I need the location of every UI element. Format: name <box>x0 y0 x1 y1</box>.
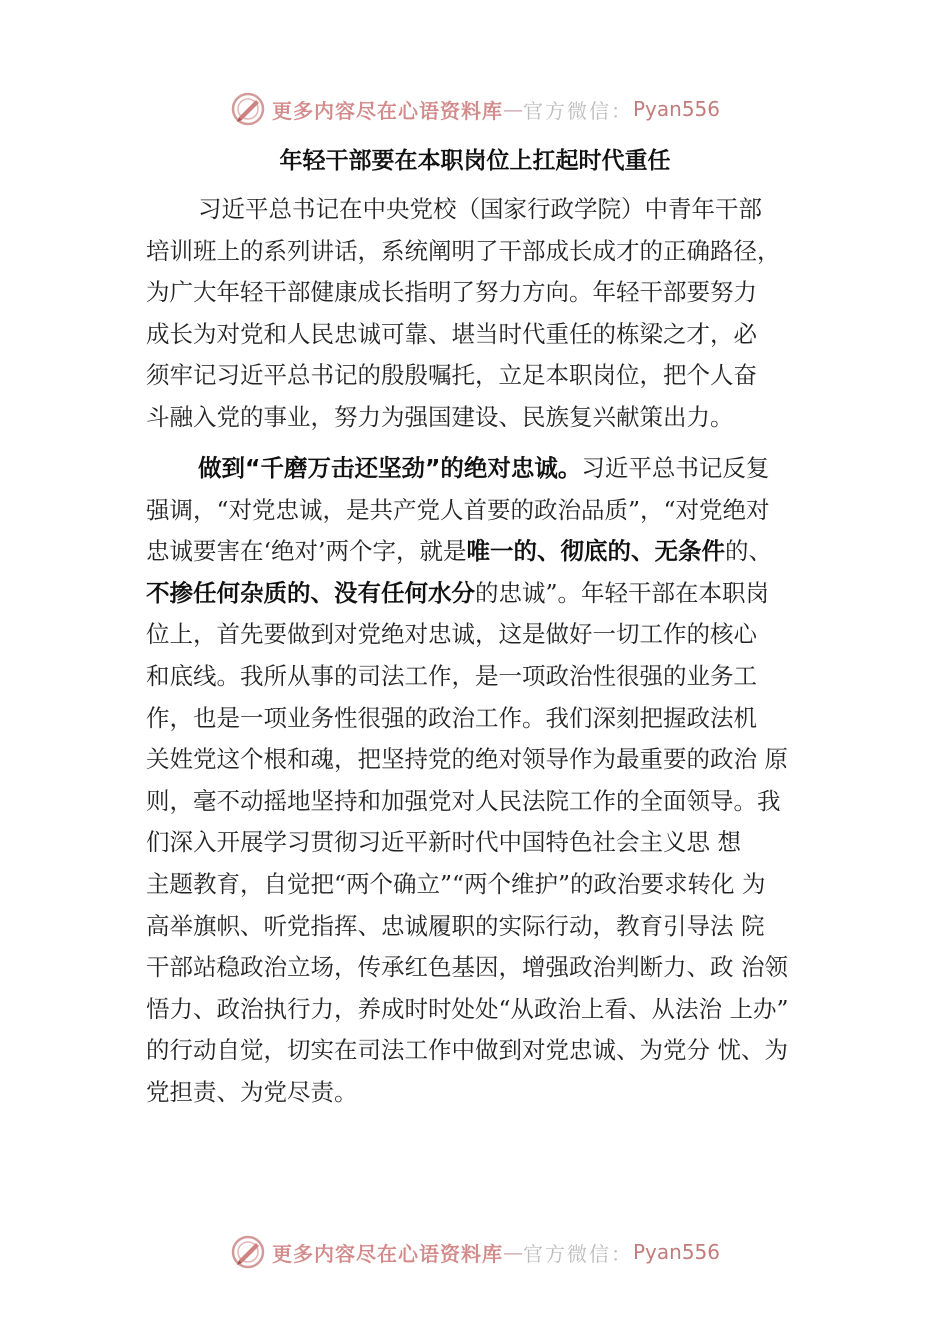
banner-wechat-label: 官方微信： <box>522 1241 633 1266</box>
banner-separator: — <box>502 1240 523 1264</box>
text-line: 为广大年轻干部健康成长指明了努力方向。年轻干部要努力 <box>146 278 757 307</box>
banner-wechat-id: Pyan556 <box>632 97 720 121</box>
text-line: 位上，首先要做到对党绝对忠诚，这是做好一切工作的核心 <box>146 620 757 649</box>
header-banner <box>0 89 950 129</box>
text-line: 作，也是一项业务性很强的政治工作。我们深刻把握政法机 <box>146 703 757 732</box>
text-fragment: 的忠诚”。年轻干部在本职岗 <box>475 578 770 607</box>
text-line: 悟力、政治执行力，养成时时处处“从政治上看、从法治 上办” <box>146 994 789 1023</box>
document-title: 年轻干部要在本职岗位上扛起时代重任 <box>279 148 671 174</box>
text-line: 成长为对党和人民忠诚可靠、堪当时代重任的栋梁之才，必 <box>146 319 757 348</box>
banner-wechat-label: 官方微信： <box>522 98 633 123</box>
pen-circle-logo-icon <box>230 91 266 127</box>
paragraph-loyalty <box>146 448 836 1114</box>
section-heading: 做到“千磨万击还坚劲”的绝对忠诚。 <box>198 454 582 482</box>
text-line: 主题教育，自觉把“两个确立”“两个维护”的政治要求转化 为 <box>146 869 766 898</box>
text-line <box>146 573 836 615</box>
text-line: 和底线。我所从事的司法工作，是一项政治性很强的业务工 <box>146 661 757 690</box>
text-line <box>146 531 836 573</box>
text-fragment: 的、 <box>724 537 772 566</box>
text-line: 高举旗帜、听党指挥、忠诚履职的实际行动，教育引导法 院 <box>146 911 765 940</box>
banner-separator: — <box>502 97 523 121</box>
text-line: 党担责、为党尽责。 <box>146 1077 358 1106</box>
text-line: 斗融入党的事业，努力为强国建设、民族复兴献策出力。 <box>146 402 734 431</box>
text-line: 关姓党这个根和魂，把坚持党的绝对领导作为最重要的政治 原 <box>146 745 788 774</box>
pen-circle-logo-icon <box>230 1234 266 1270</box>
text-line <box>146 448 836 490</box>
text-line: 培训班上的系列讲话，系统阐明了干部成长成才的正确路径， <box>146 236 781 265</box>
text-fragment: 习近平总书记反复 <box>581 454 770 482</box>
emphasis-text: 不掺任何杂质的、没有任何水分 <box>146 578 475 607</box>
text-line: 须牢记习近平总书记的殷殷嘱托，立足本职岗位，把个人奋 <box>146 361 757 390</box>
text-line: 的行动自觉，切实在司法工作中做到对党忠诚、为党分 忧、为 <box>146 1036 788 1065</box>
banner-slogan: 更多内容尽在心语资料库 <box>271 98 503 123</box>
banner-wechat-id: Pyan556 <box>632 1240 720 1264</box>
text-fragment: 忠诚要害在‘绝对’两个字，就是 <box>146 537 467 566</box>
text-line: 们深入开展学习贯彻习近平新时代中国特色社会主义思 想 <box>146 828 741 857</box>
emphasis-text: 唯一的、彻底的、无条件 <box>466 537 725 566</box>
text-line: 强调，“对党忠诚，是共产党人首要的政治品质”，“对党绝对 <box>146 495 770 524</box>
paragraph-intro <box>146 189 836 439</box>
text-line: 干部站稳政治立场，传承红色基因，增强政治判断力、政 治领 <box>146 953 788 982</box>
banner-slogan: 更多内容尽在心语资料库 <box>271 1241 503 1266</box>
text-line: 习近平总书记在中央党校（国家行政学院）中青年干部 <box>198 195 762 223</box>
footer-banner <box>0 1232 950 1272</box>
text-line: 则，毫不动摇地坚持和加强党对人民法院工作的全面领导。我 <box>146 786 781 815</box>
